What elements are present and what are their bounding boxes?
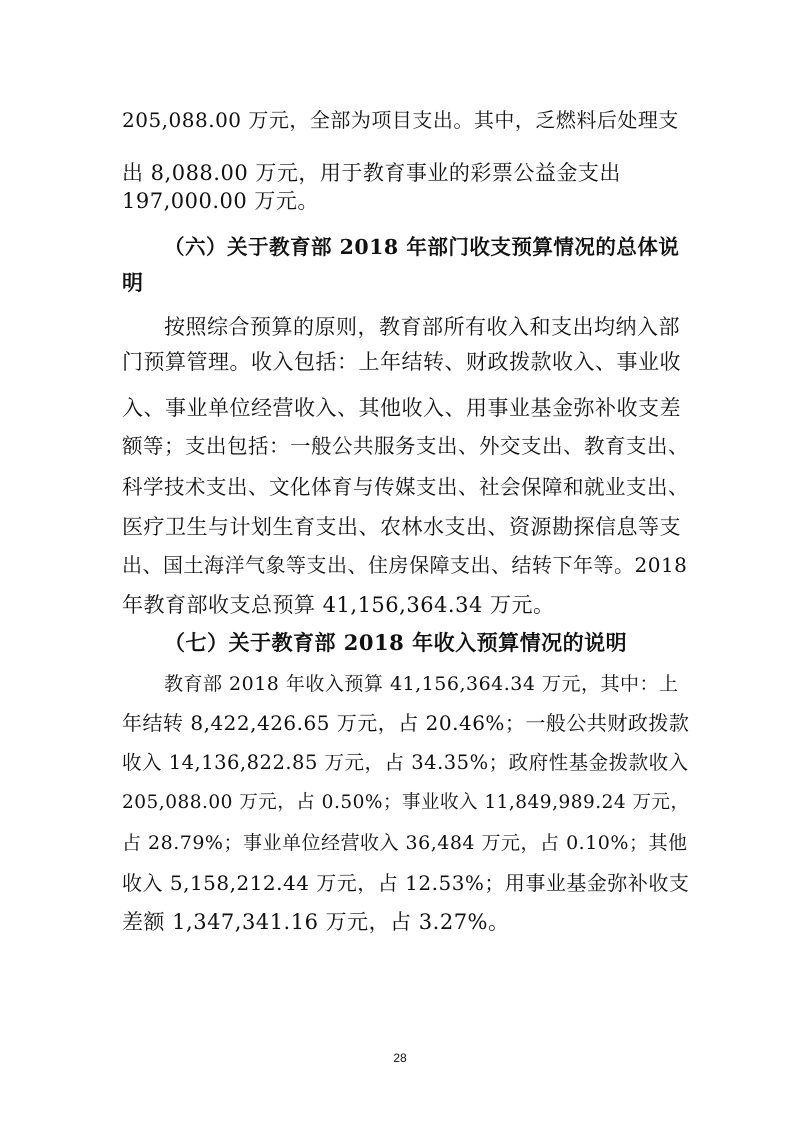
text-line: 收入 5,158,212.44 万元，占 12.53%；用事业基金弥补收支: [122, 871, 690, 895]
text-line: 差额 1,347,341.16 万元，占 3.27%。: [122, 910, 510, 934]
text-line: 科学技术支出、文化体育与传媒支出、社会保障和就业支出、: [122, 475, 689, 499]
text-line: 年结转 8,422,426.65 万元，占 20.46%；一般公共财政拨款: [122, 711, 690, 735]
text-line: 197,000.00 万元。: [122, 189, 319, 213]
page-number: 28: [393, 1051, 407, 1065]
section-heading: 明: [122, 270, 144, 295]
text-line: 门预算管理。收入包括：上年结转、财政拨款收入、事业收: [122, 350, 681, 374]
text-line: 205,088.00 万元，占 0.50%；事业收入 11,849,989.24 万元，: [122, 792, 690, 813]
text-line: 出 8,088.00 万元，用于教育事业的彩票公益金支出: [122, 161, 621, 185]
section-heading: （六）关于教育部 2018 年部门收支预算情况的总体说: [164, 235, 680, 259]
text-line: 教育部 2018 年收入预算 41,156,364.34 万元，其中：上: [164, 673, 679, 695]
text-line: 医疗卫生与计划生育支出、农林水支出、资源勘探信息等支: [122, 515, 681, 539]
text-line: 年教育部收支总预算 41,156,364.34 万元。: [122, 593, 555, 617]
text-line: 按照综合预算的原则，教育部所有收入和支出均纳入部: [164, 315, 680, 339]
text-line: 占 28.79%；事业单位经营收入 36,484 万元，占 0.10%；其他: [122, 832, 688, 854]
text-line: 收入 14,136,822.85 万元，占 34.35%；政府性基金拨款收入: [122, 751, 689, 774]
text-line: 205,088.00 万元，全部为项目支出。其中，乏燃料后处理支: [122, 108, 679, 132]
text-line: 入、事业单位经营收入、其他收入、用事业基金弥补收支差: [122, 396, 681, 420]
section-heading: （七）关于教育部 2018 年收入预算情况的说明: [164, 630, 628, 655]
text-line: 出、国土海洋气象等支出、住房保障支出、结转下年等。2018: [122, 553, 688, 577]
text-line: 额等；支出包括：一般公共服务支出、外交支出、教育支出、: [122, 434, 689, 458]
